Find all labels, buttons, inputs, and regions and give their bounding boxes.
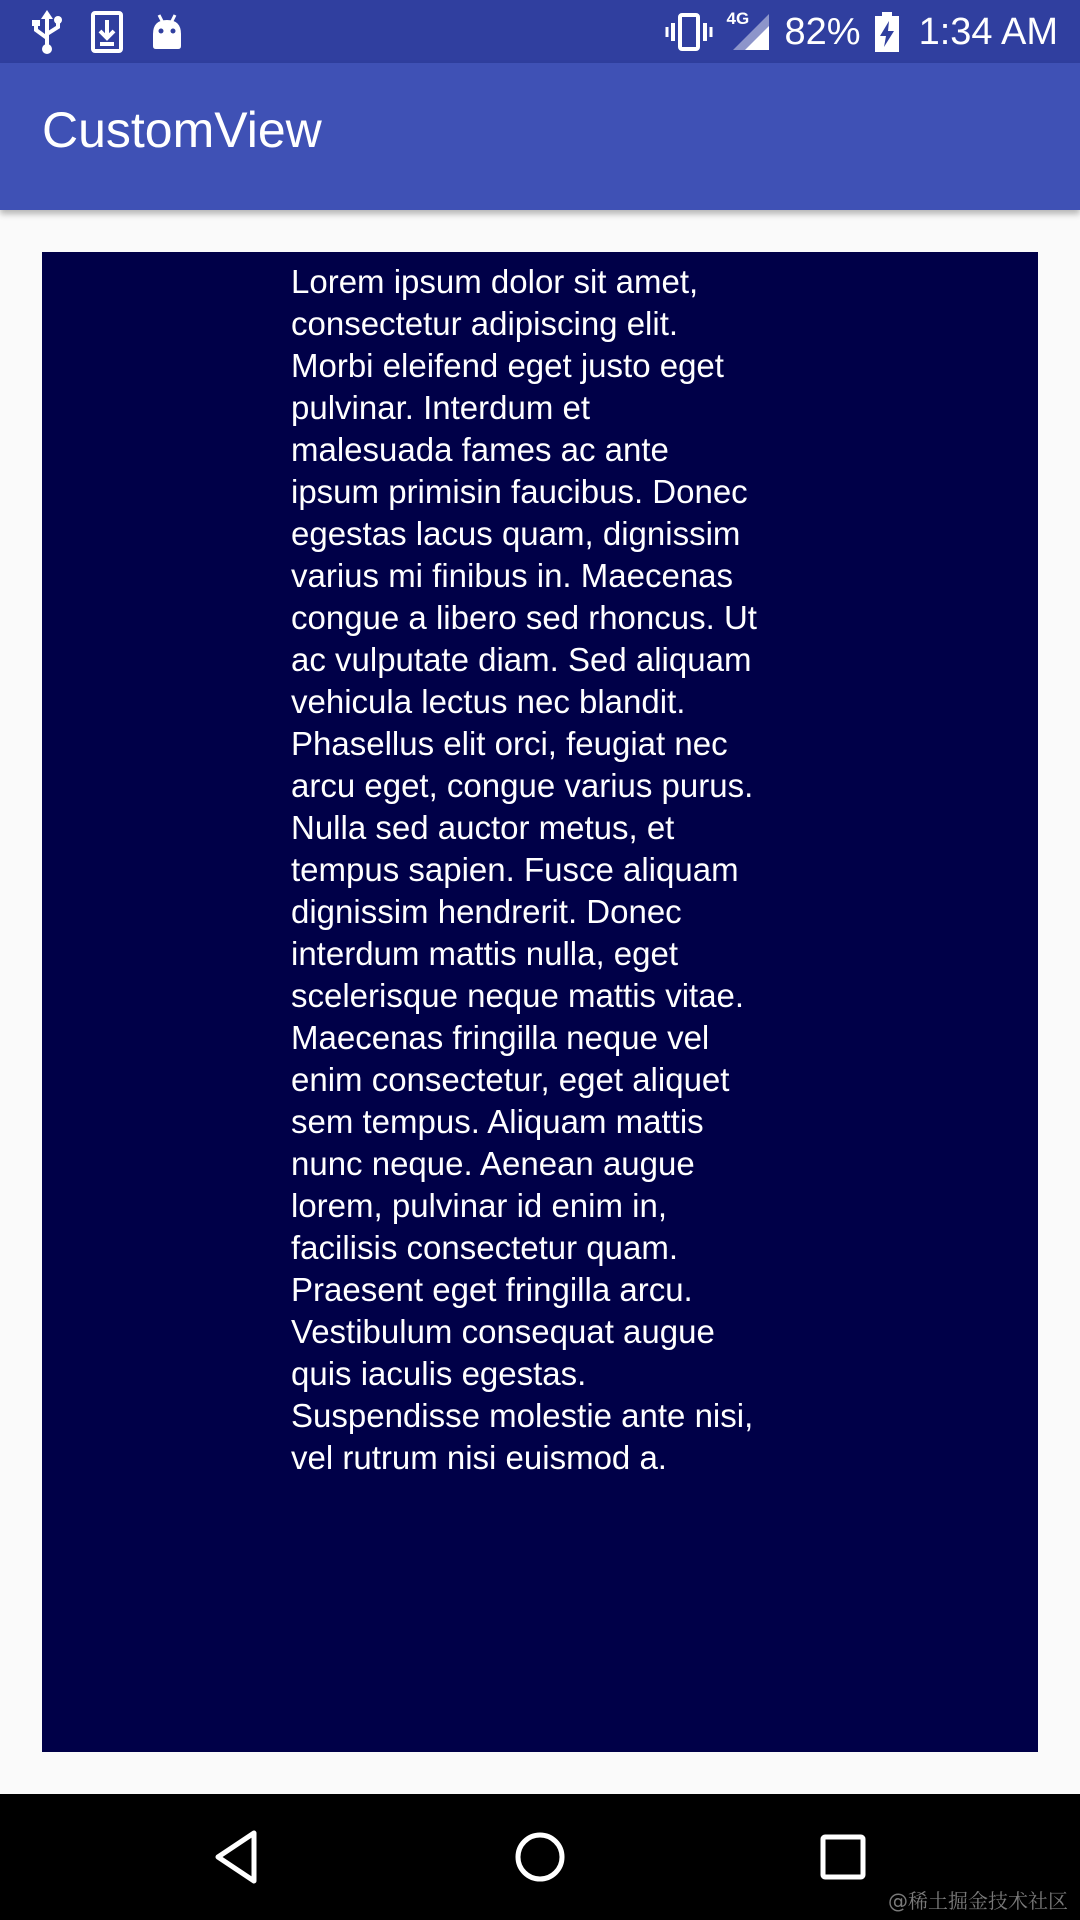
battery-charging-icon bbox=[875, 12, 899, 52]
app-title: CustomView bbox=[42, 102, 322, 158]
download-notification-icon bbox=[90, 10, 124, 54]
back-icon bbox=[212, 1829, 260, 1885]
app-bar bbox=[0, 63, 1080, 210]
navigation-bar bbox=[0, 1794, 1080, 1920]
status-bar bbox=[0, 0, 1080, 63]
recents-button[interactable] bbox=[810, 1824, 876, 1890]
android-debug-icon bbox=[150, 12, 184, 52]
home-icon bbox=[514, 1831, 566, 1883]
watermark: @稀土掘金技术社区 bbox=[888, 1889, 1068, 1913]
custom-view-text: Lorem ipsum dolor sit amet, consectetur adipiscing elit. Morbi eleifend eget justo eget pulvinar. Interdum et malesuada fames ac ante ipsum primisin faucibus. Donec egestas lacus quam, dignissim varius mi finibus in. Maecenas congue a libero sed rhoncus. Ut ac vulputate diam. Sed aliquam vehicula lectus nec blandit. Phasellus elit orci, feugiat nec arcu eget, congue varius purus. Nulla sed auctor metus, et tempus sapien. Fusce aliquam dignissim hendrerit. Donec interdum mattis nulla, eget scelerisque neque mattis vitae. Maecenas fringilla neque vel enim consectetur, eget aliquet sem tempus. Aliquam mattis nunc neque. Aenean augue lorem, pulvinar id enim in, facilisis consectetur quam. Praesent eget fringilla arcu. Vestibulum consequat augue quis iaculis egestas. Suspendisse molestie ante nisi, vel rutrum nisi euismod a. bbox=[291, 263, 757, 1476]
main-content bbox=[0, 210, 1080, 1794]
status-clock: 1:34 AM bbox=[918, 10, 1058, 53]
network-type-label: 4G bbox=[726, 8, 750, 28]
signal-4g-icon bbox=[726, 8, 771, 52]
status-right-icons bbox=[665, 0, 1058, 63]
recents-icon bbox=[820, 1834, 866, 1880]
battery-percentage: 82% bbox=[784, 10, 861, 53]
home-button[interactable] bbox=[507, 1824, 573, 1890]
usb-icon bbox=[30, 10, 64, 54]
back-button[interactable] bbox=[203, 1824, 269, 1890]
status-left-icons bbox=[30, 8, 184, 56]
vibrate-icon bbox=[665, 13, 713, 51]
custom-view[interactable] bbox=[42, 252, 1038, 1752]
